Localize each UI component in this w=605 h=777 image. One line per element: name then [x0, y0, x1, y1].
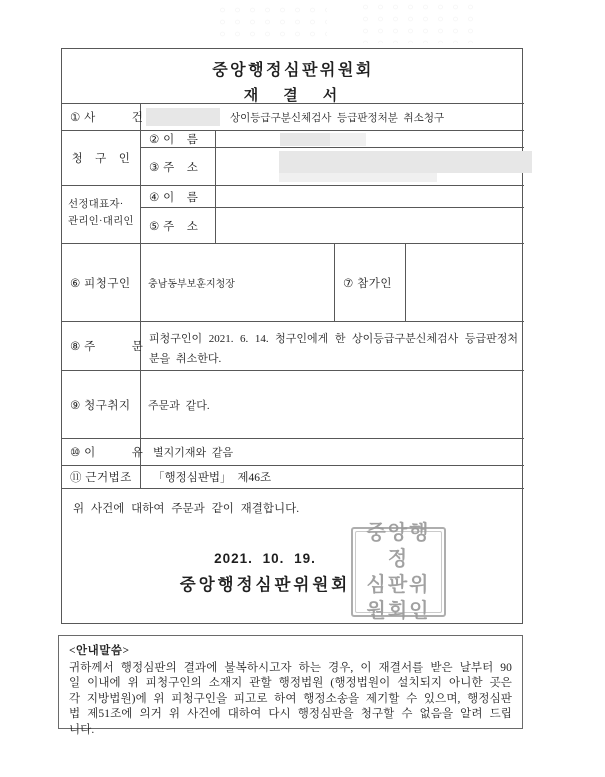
representative-addr-label: ⑤ 주 소 [141, 208, 216, 244]
seal-line2: 심판위 [366, 574, 431, 596]
organization-title: 중앙행정심판위원회 [212, 62, 374, 79]
seal-line3: 원회인 [366, 600, 431, 622]
order-value: 피청구인이 2021. 6. 14. 청구인에게 한 상이등급구분신체검사 등급판정처분을 취소한다. [149, 333, 518, 365]
rep-label-line2: 관리인·대리인 [68, 216, 134, 227]
participant-value [406, 244, 524, 322]
claimant-name-label: ② 이 름 [141, 131, 216, 148]
official-seal-text [355, 522, 442, 622]
commission-signature: 중앙행정심판위원회 [179, 575, 351, 594]
case-value-cell [141, 104, 524, 131]
official-seal-stamp [351, 522, 446, 622]
redaction-box [146, 108, 220, 126]
scan-artifact [215, 4, 327, 42]
scan-artifact [358, 1, 476, 43]
case-label: ① 사 건 [62, 104, 141, 131]
document-title: 재 결 서 [243, 87, 343, 104]
reason-label: ⑩ 이 유 [62, 439, 141, 466]
redaction-box [280, 133, 330, 146]
adjudication-form-table [61, 48, 523, 624]
representative-name-cell [216, 186, 524, 208]
representative-name-label: ④ 이 름 [141, 186, 216, 208]
legal-basis-value: 「행정심판법」 제46조 [141, 466, 524, 489]
decision-date: 2021. 10. 19. [214, 551, 316, 566]
claimant-group-label: 청 구 인 [62, 131, 141, 186]
redaction-box [279, 173, 437, 182]
appeal-notice-box [58, 635, 523, 736]
seal-line1: 중앙행정 [366, 522, 431, 570]
legal-basis-label: ⑪ 근거법조 [62, 466, 141, 489]
notice-title: <안내말씀> [69, 645, 130, 657]
reason-value: 별지기재와 같음 [141, 439, 524, 466]
claimant-addr-cell [216, 148, 524, 186]
order-label: ⑧ 주 문 [62, 322, 141, 371]
order-value-cell [141, 322, 524, 371]
respondent-value: 충남동부보훈지청장 [141, 244, 335, 322]
representative-group-label [62, 186, 141, 244]
claimant-addr-label: ③ 주 소 [141, 148, 216, 186]
participant-label: ⑦ 참가인 [335, 244, 406, 322]
rep-label-line1: 선정대표자· [68, 199, 124, 210]
document-header [62, 49, 524, 104]
purport-value: 주문과 같다. [141, 371, 524, 439]
representative-addr-cell [216, 208, 524, 244]
respondent-label: ⑥ 피청구인 [62, 244, 141, 322]
closing-statement: 위 사건에 대하여 주문과 같이 재결합니다. [73, 503, 300, 515]
notice-body: 귀하께서 행정심판의 결과에 불복하시고자 하는 경우, 이 재결서를 받은 날부터 90일 이내에 위 피청구인의 소재지 관할 행정법원 (행정법원이 설치되지 아니한 곳은 각 지방법원)에 위 피청구인을 피고로 하여 행정소송을 제기할 수 있으며, 행정심판법 제51조에 의거 위 사건에 대하여 다시 행정심판을 청구할 수 없음을 알려 드립니다. [69, 662, 512, 736]
case-value: 상이등급구분신체검사 등급판정처분 취소청구 [230, 112, 445, 124]
purport-label: ⑨ 청구취지 [62, 371, 141, 439]
closing-section [62, 489, 524, 625]
redaction-box [279, 151, 532, 173]
claimant-name-cell [216, 131, 524, 148]
redaction-box [330, 133, 366, 146]
